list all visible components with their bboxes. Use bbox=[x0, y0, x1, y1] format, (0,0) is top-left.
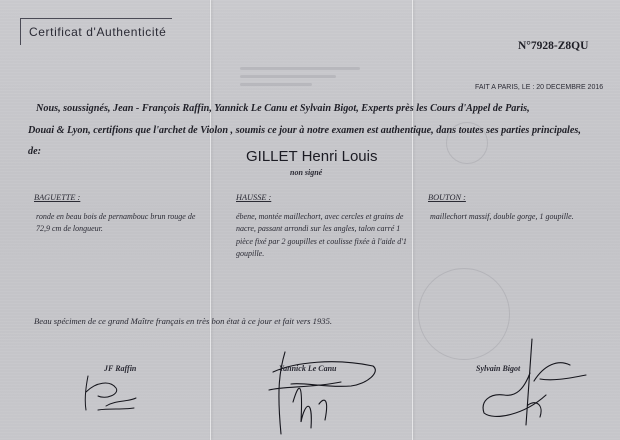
faded-stamp bbox=[240, 62, 360, 98]
statement-line-3: de: bbox=[28, 146, 42, 157]
baguette-heading: BAGUETTE : bbox=[34, 193, 81, 202]
hausse-description: ébene, montée maillechort, avec cercles et grains de nacre, passant arrondi sur les angles, talon carré 1 pièce fixé par 2 goupilles et coulisse fixée à l'aide d'1 goupille. bbox=[236, 212, 407, 259]
statement-line-1: Nous, soussignés, Jean - François Raffin, Yannick Le Canu et Sylvain Bigot, Experts près les Cours d'Appel de Paris, bbox=[36, 103, 530, 114]
certificate-number: N°7928-Z8QU bbox=[518, 40, 589, 52]
signature-status: non signé bbox=[290, 168, 323, 177]
handwritten-signature-raffin bbox=[76, 370, 146, 415]
handwritten-signature-le-canu bbox=[255, 342, 385, 437]
paper-fold-left bbox=[210, 0, 211, 440]
signatory-name-raffin: JF Raffin bbox=[104, 364, 137, 373]
bow-maker-name: GILLET Henri Louis bbox=[246, 148, 378, 165]
handwritten-signature-bigot bbox=[470, 335, 590, 430]
statement-line-2: Douai & Lyon, certifions que l'archet de Violon , soumis ce jour à notre examen est authentique, dans toutes ses parties principales, bbox=[28, 124, 581, 136]
baguette-description: ronde en beau bois de pernambouc brun rouge de 72,9 cm de longueur. bbox=[36, 212, 196, 234]
signatory-name-bigot: Sylvain Bigot bbox=[476, 364, 521, 373]
bouton-heading: BOUTON : bbox=[428, 193, 466, 202]
bouton-description: maillechort massif, double gorge, 1 goupille. bbox=[430, 212, 574, 221]
certificate-title: Certificat d'Authenticité bbox=[20, 18, 172, 45]
signatory-name-le-canu: Yannick Le Canu bbox=[279, 364, 337, 373]
hausse-heading: HAUSSE : bbox=[236, 193, 272, 202]
place-and-date: FAIT A PARIS, LE : 20 DECEMBRE 2016 bbox=[475, 84, 604, 91]
paper-fold-right bbox=[412, 0, 413, 440]
conclusion-statement: Beau spécimen de ce grand Maître français en très bon état à ce jour et fait vers 1935. bbox=[34, 316, 333, 326]
